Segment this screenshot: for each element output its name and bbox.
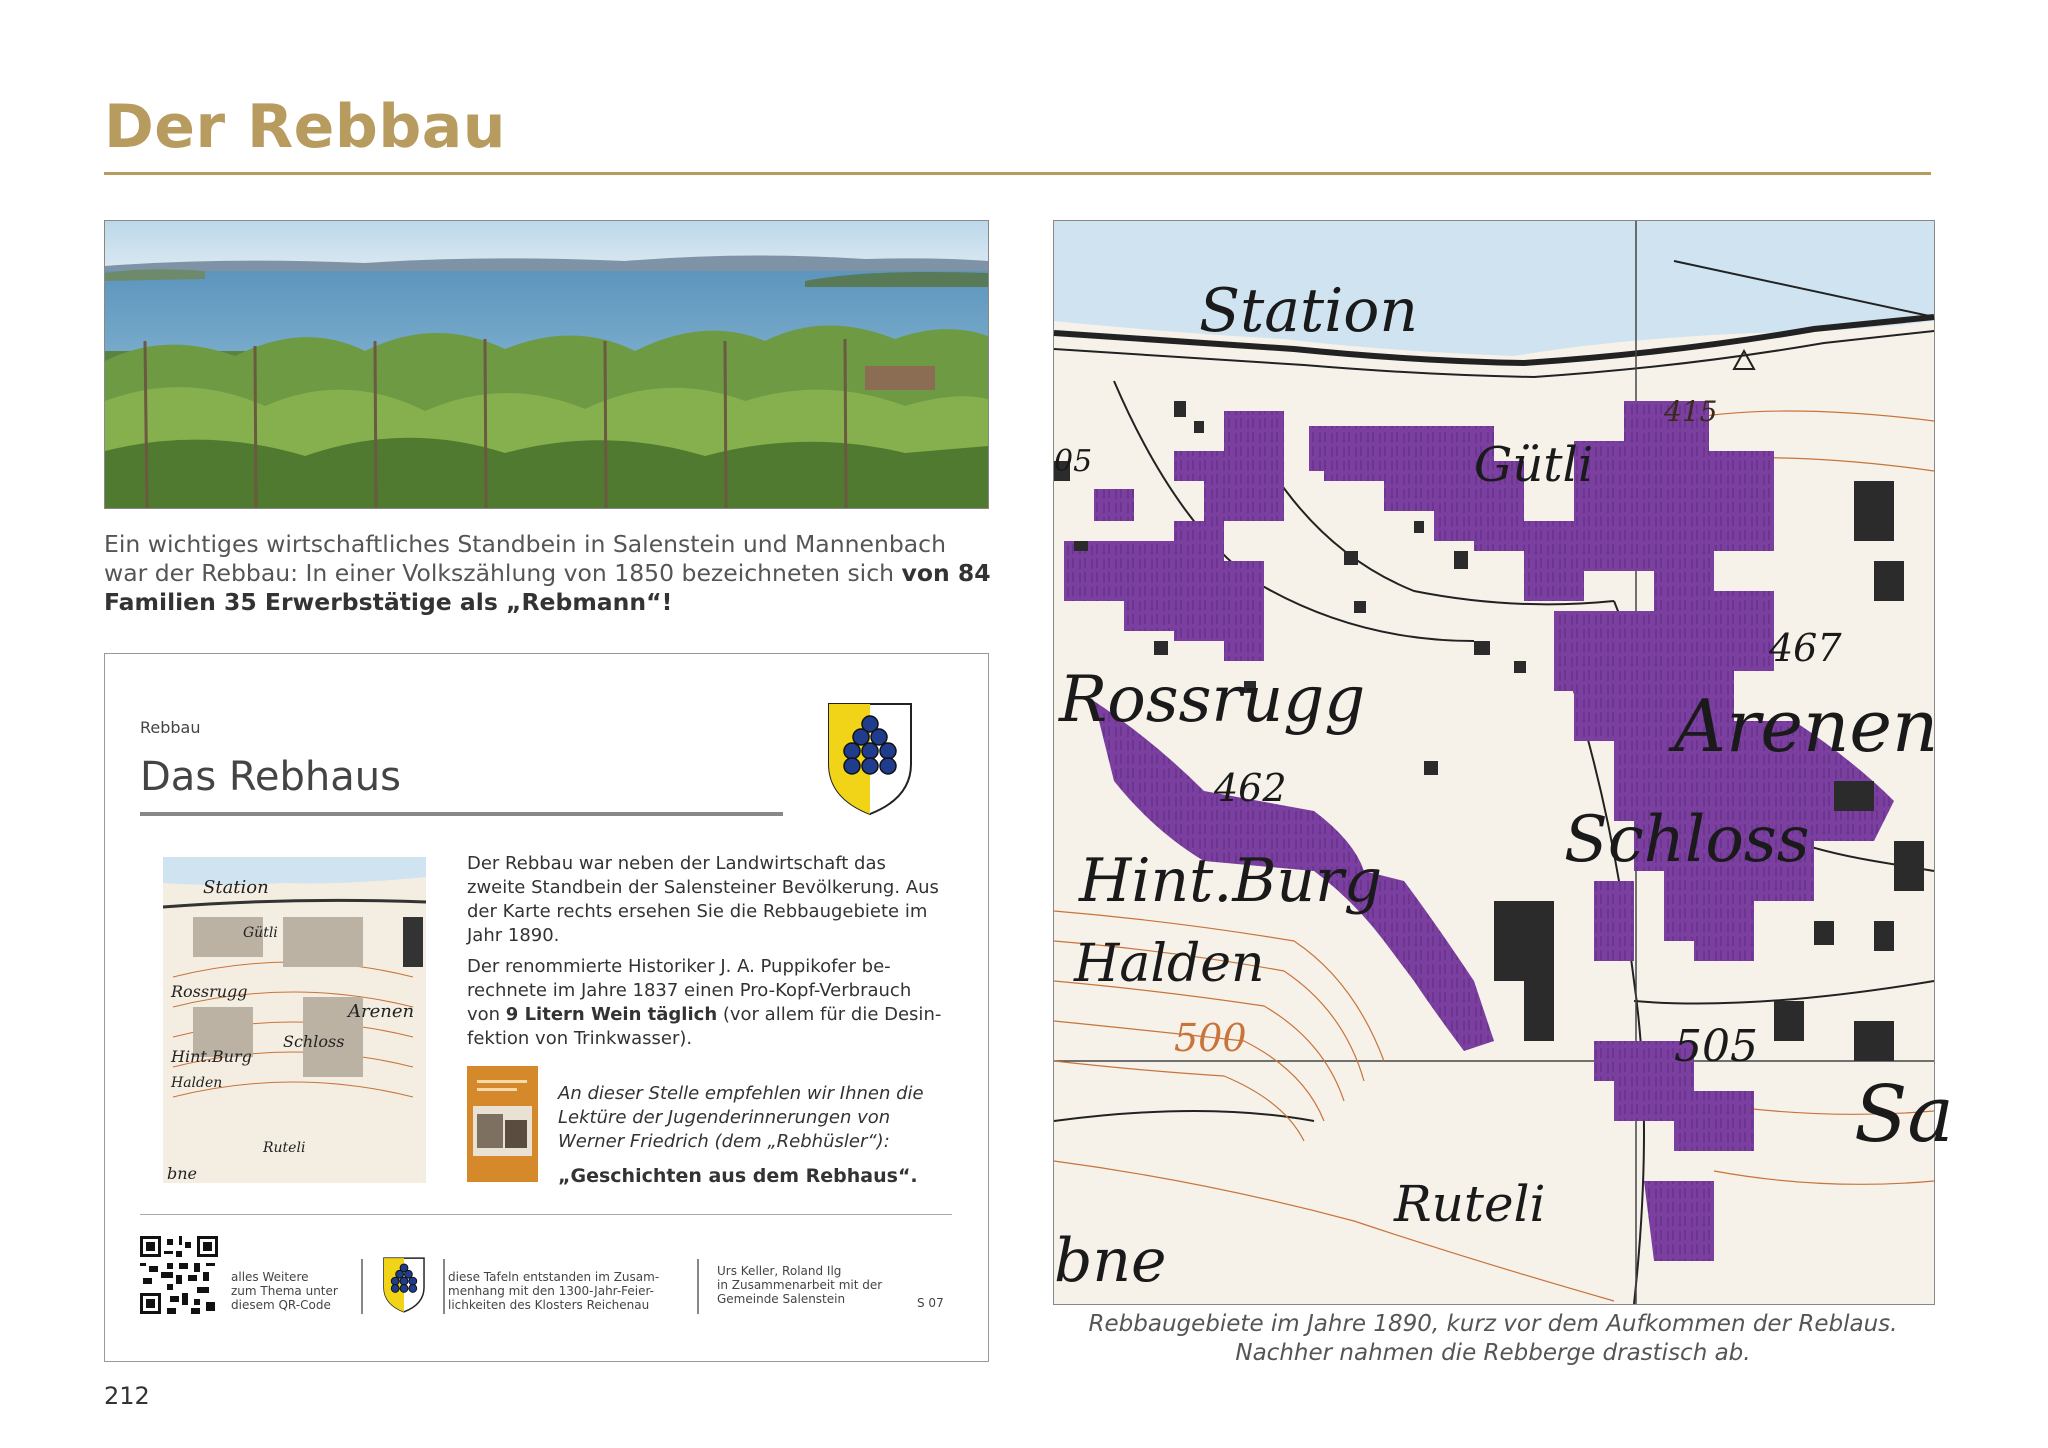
- map-label-elevation: 415: [1664, 395, 1718, 428]
- svg-text:Arenen: Arenen: [348, 1001, 415, 1022]
- book-title: „Geschichten aus dem Rebhaus“.: [558, 1165, 918, 1187]
- title-rule: [104, 172, 1931, 175]
- map-label-ruteli: Ruteli: [1394, 1175, 1546, 1233]
- coat-of-arms-icon: [827, 702, 913, 816]
- map-label-bne: bne: [1054, 1226, 1167, 1296]
- map-label-halden: Halden: [1074, 934, 1265, 994]
- map-label-rossrugg: Rossrugg: [1059, 663, 1366, 737]
- historic-vineyard-map: [1053, 220, 1954, 1305]
- svg-text:Gütli: Gütli: [243, 925, 278, 941]
- map-label-station: Station: [1199, 276, 1419, 346]
- svg-text:Ruteli: Ruteli: [263, 1140, 306, 1156]
- svg-text:Halden: Halden: [171, 1075, 223, 1091]
- map-label-gutli: Gütli: [1474, 437, 1594, 493]
- panel-category: Rebbau: [140, 718, 201, 737]
- page-title: Der Rebbau: [104, 92, 506, 162]
- panel-heading: Das Rebhaus: [140, 754, 401, 800]
- svg-text:Rossrugg: Rossrugg: [171, 982, 248, 1001]
- map-label-elevation: 500: [1174, 1016, 1247, 1060]
- panel-footer-rule: [140, 1214, 952, 1215]
- svg-text:bne: bne: [167, 1164, 198, 1183]
- book-recommendation: An dieser Stelle empfehlen wir Ihnen die Lektüre der Jugenderinnerungen von Werner Friedrich (dem „Rebhüsler“):: [558, 1083, 924, 1152]
- coat-of-arms-small-icon: [383, 1257, 425, 1313]
- vineyard-lake-photo: [104, 220, 989, 509]
- footer-qr-text: alles Weitere zum Thema unter diesem QR-Code: [231, 1270, 338, 1312]
- map-label-sa: Sa: [1854, 1070, 1954, 1160]
- footer-divider: [443, 1259, 445, 1314]
- thumbnail-map: [163, 857, 426, 1183]
- map-label-schloss: Schloss: [1564, 803, 1810, 877]
- svg-text:Station: Station: [203, 877, 269, 898]
- qr-code-icon[interactable]: [140, 1236, 218, 1314]
- footer-divider: [697, 1259, 699, 1314]
- footer-credits: Urs Keller, Roland Ilg in Zusammenarbeit mit der Gemeinde Salenstein: [717, 1264, 883, 1306]
- info-panel: [104, 653, 989, 1362]
- map-label-arenen: Arenen: [1674, 684, 1939, 768]
- map-label-elevation: 467: [1769, 626, 1842, 670]
- intro-paragraph: [104, 530, 994, 617]
- map-label-elevation: 505: [1674, 1021, 1758, 1072]
- panel-code: S 07: [917, 1296, 944, 1310]
- page-number: 212: [104, 1382, 150, 1410]
- intro-text: Ein wichtiges wirtschaftliches Standbein in Salenstein und Mannenbach war der Rebbau: In einer Volkszählung von 1850 bezeichneten sich: [104, 530, 946, 587]
- wine-amount: 9 Litern Wein täglich: [505, 1004, 718, 1025]
- panel-heading-rule: [140, 812, 783, 816]
- map-label-elevation: 05: [1054, 444, 1093, 479]
- map-caption: Rebbaugebiete im Jahre 1890, kurz vor dem Aufkommen der Reblaus. Nachher nahmen die Rebberge drastisch ab.: [1088, 1311, 1898, 1366]
- intro-highlight: von 84 Familien 35 Erwerbstätige als „Rebmann“!: [104, 559, 991, 616]
- footer-divider: [361, 1259, 363, 1314]
- book-cover-image: [467, 1066, 538, 1182]
- svg-text:Hint.Burg: Hint.Burg: [171, 1047, 252, 1066]
- panel-paragraph-2: Der renommierte Historiker J. A. Puppikofer berechnete im Jahre 1837 einen Pro-Kopf-Verbrauch von 9 Litern Wein täglich (vor allem für die Desinfektion von Trinkwasser).: [467, 956, 942, 1049]
- panel-paragraph-1: Der Rebbau war neben der Landwirtschaft das zweite Standbein der Salensteiner Bevölkerung. Aus der Karte rechts ersehen Sie die Rebbaugebiete im Jahr 1890.: [467, 853, 939, 946]
- svg-text:Schloss: Schloss: [283, 1032, 345, 1051]
- map-label-hint-burg: Hint.Burg: [1079, 846, 1383, 916]
- footer-origin-text: diese Tafeln entstanden im Zusam- menhang mit den 1300-Jahr-Feier- lichkeiten des Klosters Reichenau: [448, 1270, 660, 1312]
- map-label-elevation: 462: [1214, 766, 1287, 810]
- panel-body: [467, 852, 947, 1058]
